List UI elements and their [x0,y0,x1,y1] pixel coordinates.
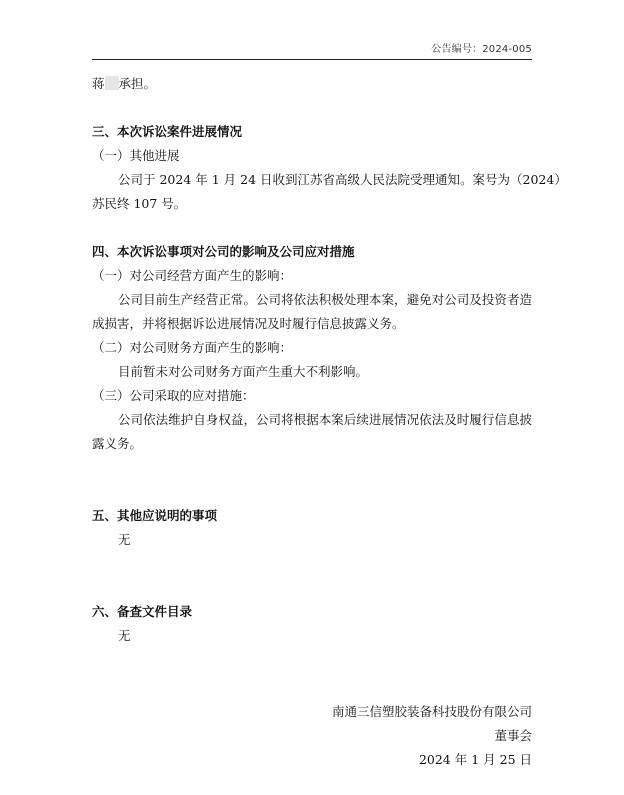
section3-title: 三、本次诉讼案件进展情况 [92,124,243,139]
signoff-company: 南通三信塑胶装备科技股份有限公司 [331,704,532,719]
section5-body: 无 [118,532,131,547]
section4-sub1-line2: 成损害，并将根据诉讼进展情况及时履行信息披露义务。 [92,316,405,331]
intro-rest: 承担。 [118,76,157,91]
section5-title: 五、其他应说明的事项 [92,508,218,523]
redacted-text [105,76,119,90]
intro-start: 蒋 [92,76,105,91]
section4-sub2-title: （二）对公司财务方面产生的影响： [92,340,293,355]
section3-sub1-title: （一）其他进展 [92,148,180,163]
intro-line [92,72,532,96]
section4-title: 四、本次诉讼事项对公司的影响及公司应对措施 [92,244,355,259]
signoff-block [332,700,532,772]
section4-sub2-line1: 目前暂未对公司财务方面产生重大不利影响。 [118,364,369,379]
section6-title: 六、备查文件目录 [92,604,193,619]
section6-body: 无 [118,628,131,643]
signoff-date: 2024 年 1 月 25 日 [418,752,532,767]
section4-sub3-line2: 露义务。 [92,436,143,451]
section3-para-line1: 公司于 2024 年 1 月 24 日收到江苏省高级人民法院受理通知。案号为（2024） [118,172,567,187]
document-code: 公告编号：2024-005 [431,44,532,55]
section3-para-line2: 苏民终 107 号。 [92,196,187,211]
section4-sub1-line1: 公司目前生产经营正常。公司将依法积极处理本案，避免对公司及投资者造 [118,292,532,307]
signoff-board: 董事会 [494,728,532,743]
section4-sub1-title: （一）对公司经营方面产生的影响： [92,268,293,283]
section4-sub3-title: （三）公司采取的应对措施： [92,388,255,403]
document-body [92,72,567,648]
section4-sub3-line1: 公司依法维护自身权益，公司将根据本案后续进展情况依法及时履行信息披 [118,412,532,427]
header-divider [92,59,532,60]
